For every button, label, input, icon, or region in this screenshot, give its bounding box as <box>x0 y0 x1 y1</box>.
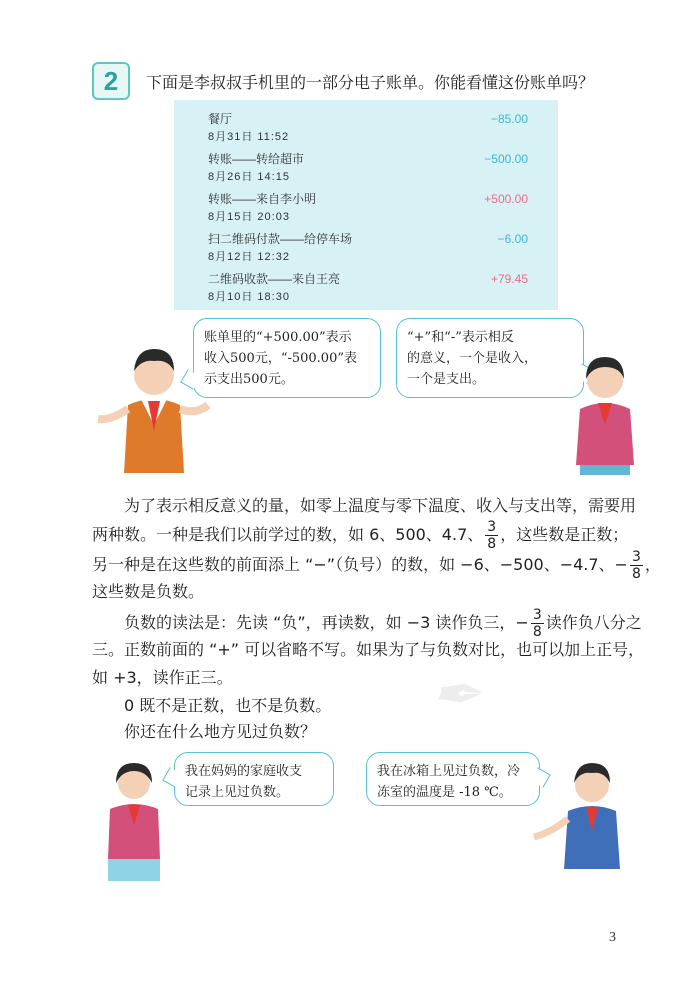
bill-entry-description: 转账——来自李小明 <box>208 192 317 206</box>
bill-entry-time: 8月26日 14:15 <box>208 171 290 183</box>
bill-entry <box>208 230 528 266</box>
bubble-line: 账单里的“+500.00”表示 <box>204 330 352 345</box>
fraction-three-eighths <box>630 550 643 581</box>
fraction-numerator: 3 <box>487 519 497 535</box>
bill-entry-amount: −85.00 <box>490 112 528 126</box>
fraction-denominator: 8 <box>487 536 497 552</box>
bill-entry-amount: +79.45 <box>490 272 528 286</box>
bill-entry <box>208 270 528 306</box>
bill-entry-amount: −6.00 <box>497 232 528 246</box>
boy-pointing-illustration <box>528 755 638 885</box>
bubble-line: “+”和“-”表示相反 <box>407 330 514 345</box>
bubble-line: 我在妈妈的家庭收支 <box>185 764 303 779</box>
girl-bottom-speech-bubble <box>174 752 334 806</box>
bill-entry <box>208 110 528 146</box>
bubble-line: 一个是支出。 <box>407 372 486 387</box>
bubble-line: 收入500元，“-500.00”表 <box>204 351 357 366</box>
girl-illustration <box>560 345 650 480</box>
problem-intro: 下面是李叔叔手机里的一部分电子账单。你能看懂这份账单吗？ <box>146 73 595 92</box>
bubble-line: 记录上见过负数。 <box>185 785 290 800</box>
problem-number-badge: 2 <box>92 62 130 100</box>
boy-illustration <box>92 335 222 485</box>
paragraph-line: 三。正数前面的 “+” 可以省略不写。如果为了与负数对比，也可以加上正号， <box>92 640 645 659</box>
bill-entry-time: 8月10日 18:30 <box>208 291 290 303</box>
bill-entry-amount: +500.00 <box>484 192 528 206</box>
bill-entry-amount: −500.00 <box>484 152 528 166</box>
bill-entry-description: 转账——转给超市 <box>208 152 305 166</box>
text-segment: ， <box>644 555 661 574</box>
text-segment: 另一种是在这些数的前面添上 “−”（负号）的数，如 −6、−500、−4.7、− <box>92 555 628 574</box>
text-segment: 负数的读法是：先读 “负”，再读数，如 −3 读作负三，− <box>124 613 529 632</box>
bill-entry <box>208 150 528 186</box>
paragraph-line <box>92 550 661 581</box>
bubble-line: 的意义，一个是收入， <box>407 351 538 366</box>
page-number: 3 <box>609 930 616 945</box>
text-segment: 读作负八分之 <box>545 613 642 632</box>
bill-entry-time: 8月12日 12:32 <box>208 251 290 263</box>
paragraph-line: 0 既不是正数，也不是负数。 <box>124 696 332 715</box>
girl-holding-phone-illustration <box>94 755 174 885</box>
bubble-line: 冻室的温度是 -18 ℃。 <box>377 785 512 800</box>
fraction-three-eighths <box>531 608 544 639</box>
paragraph-line: 如 +3，读作正三。 <box>92 668 233 687</box>
bubble-line: 我在冰箱上见过负数，冷 <box>377 764 521 779</box>
fraction-denominator: 8 <box>631 566 641 582</box>
girl-speech-bubble <box>396 318 584 398</box>
fraction-numerator: 3 <box>631 549 641 565</box>
paragraph-line: 为了表示相反意义的量，如零上温度与零下温度、收入与支出等，需要用 <box>124 496 637 515</box>
boy-bottom-speech-bubble <box>366 752 540 806</box>
bill-entry-time: 8月15日 20:03 <box>208 211 290 223</box>
watermark-logo: ✒ <box>430 660 481 730</box>
paragraph-line: 这些数是负数。 <box>92 582 205 601</box>
text-segment: ，这些数是正数； <box>500 525 629 544</box>
paragraph-line <box>92 520 628 551</box>
fraction-denominator: 8 <box>532 624 542 640</box>
paragraph-line <box>124 608 642 639</box>
bill-entry-time: 8月31日 11:52 <box>208 131 290 143</box>
electronic-bill-panel <box>174 100 558 310</box>
bill-entry-description: 扫二维码付款——给停车场 <box>208 232 353 246</box>
text-segment: 两种数。一种是我们以前学过的数，如 6、500、4.7、 <box>92 525 484 544</box>
bill-entry-description: 二维码收款——来自王亮 <box>208 272 341 286</box>
bill-entry-description: 餐厅 <box>208 112 233 126</box>
bubble-line: 示支出500元。 <box>204 372 294 387</box>
paragraph-line: 你还在什么地方见过负数？ <box>124 722 317 741</box>
fraction-three-eighths <box>485 520 498 551</box>
fraction-numerator: 3 <box>532 607 542 623</box>
bill-entry <box>208 190 528 226</box>
